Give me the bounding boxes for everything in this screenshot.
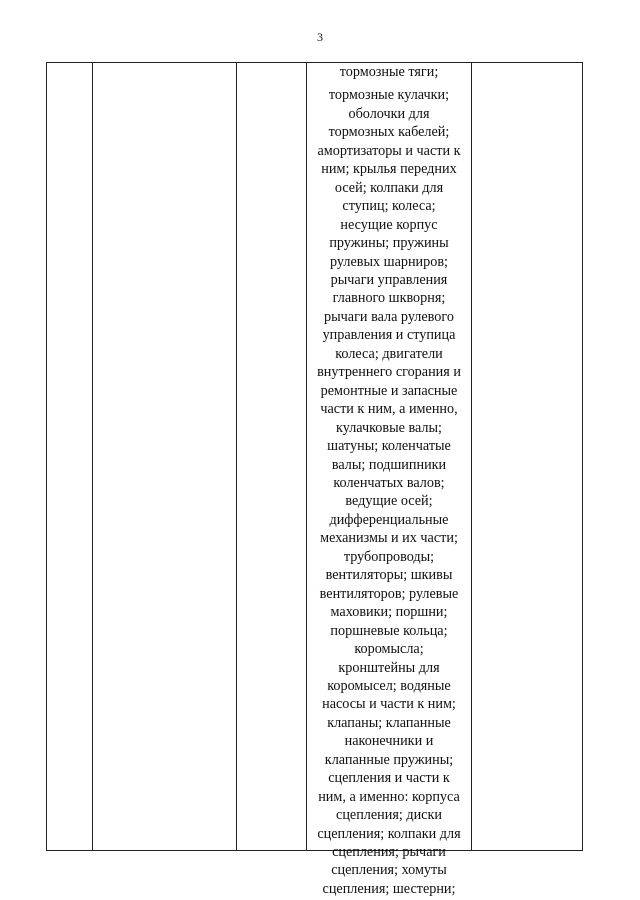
goods-list-line: сцепления; рычаги [332,844,446,861]
goods-list-line: ведущие осей; [345,493,433,510]
goods-list-line: клапаны; клапанные [327,714,451,731]
goods-list-line: клапанные пружины; [324,751,454,768]
goods-list-line: ним, а именно: корпуса [318,788,460,805]
goods-list-line: рулевых шарниров; [330,253,448,270]
goods-list-line: сцепления; диски [336,807,442,824]
goods-list-line: кулачковые валы; [336,419,442,436]
goods-list-line: управления и ступица [322,327,456,344]
goods-list-line: вентиляторы; шкивы [325,567,453,584]
goods-list-line: сцепления; колпаки для [317,825,461,842]
goods-list-line: механизмы и их части; [320,530,458,547]
goods-list-line: трубопроводы; [343,548,435,565]
goods-list-line: вентиляторов; рулевые [319,585,459,602]
goods-list-line: несущие корпус [340,216,438,233]
goods-list-line: ремонтные и запасные [320,382,458,399]
column-divider-1 [92,63,93,850]
goods-list-line: валы; подшипники [331,456,447,473]
goods-list-line: маховики; поршни; [330,604,448,621]
goods-list-line: сцепления и части к [328,770,450,787]
goods-list-line: тормозные кулачки; [328,87,450,104]
goods-list-line: кронштейны для [338,659,440,676]
goods-list-line: сцепления; шестерни; [322,880,456,897]
goods-list-cell [307,63,471,897]
page-number: 3 [317,30,323,44]
goods-list-line: тормозные тяги; [339,64,439,80]
column-divider-4 [471,63,472,850]
goods-list-line: шатуны; коленчатые [327,438,451,455]
goods-list-line: сцепления; хомуты [331,862,447,879]
goods-list-line: части к ним, а именно, [320,401,458,418]
goods-list-line: наконечники и [344,733,434,750]
goods-list-line: осей; колпаки для [334,179,444,196]
goods-list-line: колеса; двигатели [335,345,443,362]
document-table [46,62,583,897]
goods-list-line: дифференциальные [329,511,449,528]
goods-list-line: оболочки для [348,105,430,122]
goods-list-line: коленчатых валов; [333,474,445,491]
goods-list-line: поршневые кольца; [330,622,448,639]
goods-list-line: ступиц; колеса; [342,198,436,215]
goods-list-line: коромысел; водяные [327,677,451,694]
goods-list-line: коромысла; [354,641,424,658]
goods-list-line: амортизаторы и части к [317,142,461,159]
goods-list-line: ним; крылья передних [321,161,457,178]
goods-list-line: рычаги вала рулевого [324,308,454,325]
goods-list-line: главного шкворня; [332,290,446,307]
goods-list-line: пружины; пружины [329,235,449,252]
goods-list-line: рычаги управления [330,271,448,288]
column-divider-2 [236,63,237,850]
goods-list-line: тормозных кабелей; [328,124,450,141]
goods-list-line: внутреннего сгорания и [317,364,461,381]
goods-list-line: насосы и части к ним; [322,696,456,713]
